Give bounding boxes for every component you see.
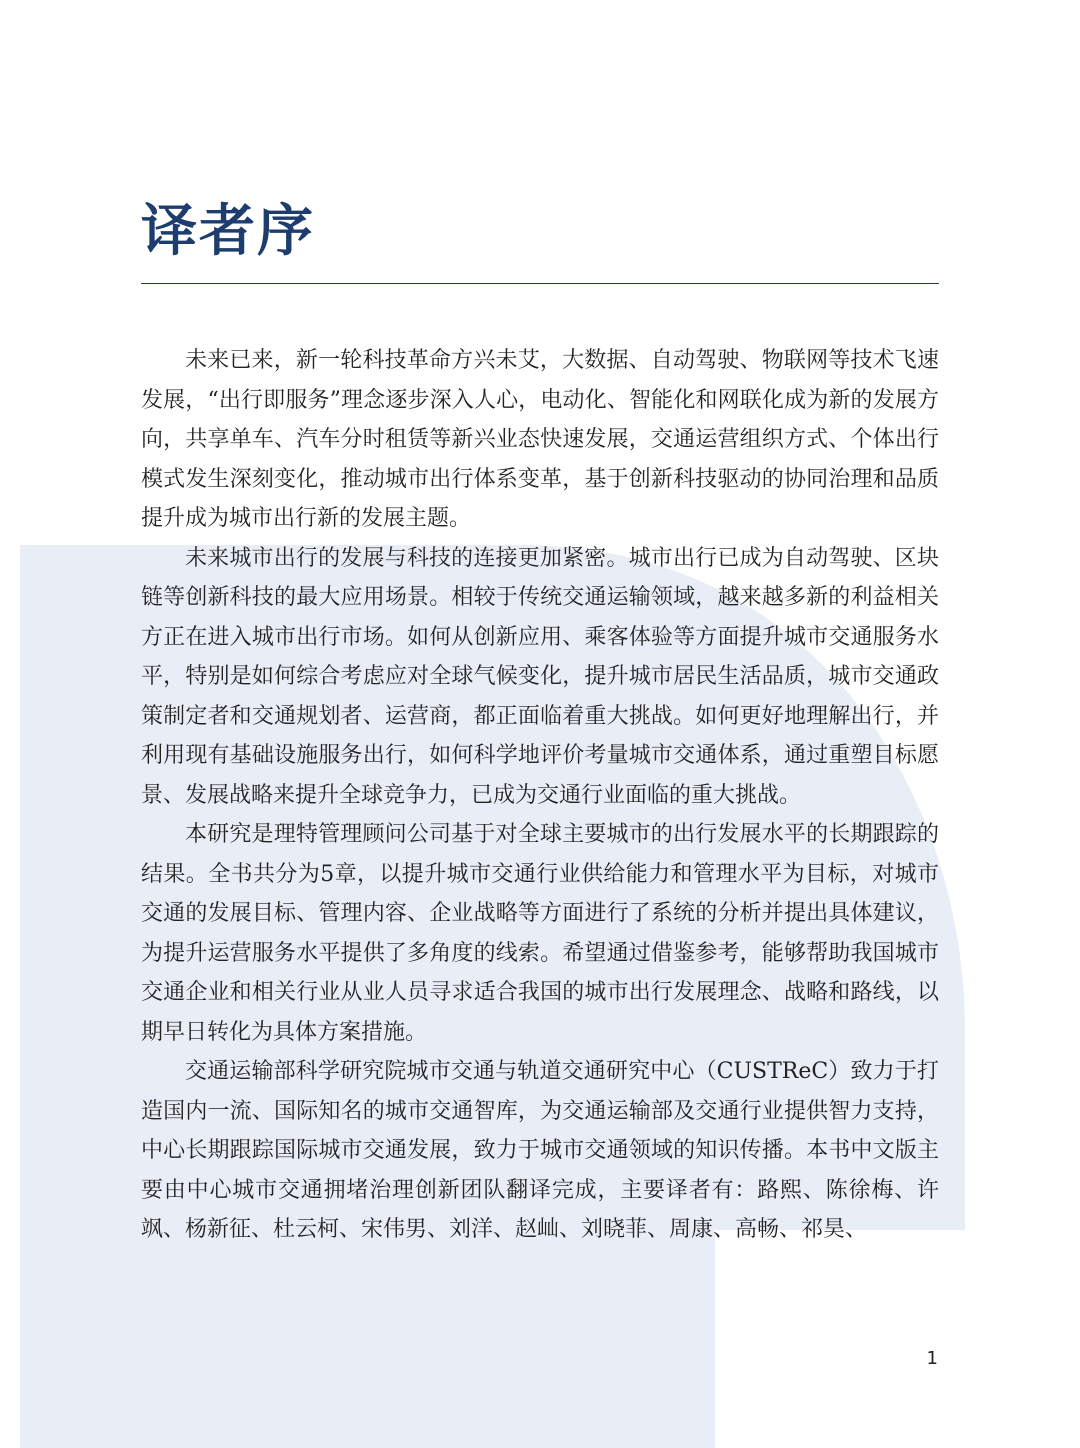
paragraph: 未来已来，新一轮科技革命方兴未艾，大数据、自动驾驶、物联网等技术飞速发展，“出行即服务”理念逐步深入人心，电动化、智能化和网联化成为新的发展方向，共享单车、汽车分时租赁等新兴业态快速发展，交通运营组织方式、个体出行模式发生深刻变化，推动城市出行体系变革，基于创新科技驱动的协同治理和品质提升成为城市出行新的发展主题。 (141, 348, 939, 531)
paragraph: 交通运输部科学研究院城市交通与轨道交通研究中心（CUSTReC）致力于打造国内一流、国际知名的城市交通智库，为交通运输部及交通行业提供智力支持，中心长期跟踪国际城市交通发展，致力于城市交通领域的知识传播。本书中文版主要由中心城市交通拥堵治理创新团队翻译完成，主要译者有：路熙、陈徐梅、许飒、杨新征、杜云柯、宋伟男、刘洋、赵屾、刘晓菲、周康、高畅、祁昊、 (141, 1059, 939, 1242)
page-number: 1 (926, 1348, 938, 1369)
body-text (141, 341, 939, 1250)
page-title: 译者序 (141, 199, 315, 264)
paragraph: 未来城市出行的发展与科技的连接更加紧密。城市出行已成为自动驾驶、区块链等创新科技的最大应用场景。相较于传统交通运输领域，越来越多新的利益相关方正在进入城市出行市场。如何从创新应用、乘客体验等方面提升城市交通服务水平，特别是如何综合考虑应对全球气候变化，提升城市居民生活品质，城市交通政策制定者和交通规划者、运营商，都正面临着重大挑战。如何更好地理解出行，并利用现有基础设施服务出行，如何科学地评价考量城市交通体系，通过重塑目标愿景、发展战略来提升全球竞争力，已成为交通行业面临的重大挑战。 (141, 545, 939, 808)
paragraph: 本研究是理特管理顾问公司基于对全球主要城市的出行发展水平的长期跟踪的结果。全书共分为5章，以提升城市交通行业供给能力和管理水平为目标，对城市交通的发展目标、管理内容、企业战略等方面进行了系统的分析并提出具体建议，为提升运营服务水平提供了多角度的线索。希望通过借鉴参考，能够帮助我国城市交通企业和相关行业从业人员寻求适合我国的城市出行发展理念、战略和路线，以期早日转化为具体方案措施。 (141, 822, 939, 1045)
title-divider (141, 283, 939, 284)
